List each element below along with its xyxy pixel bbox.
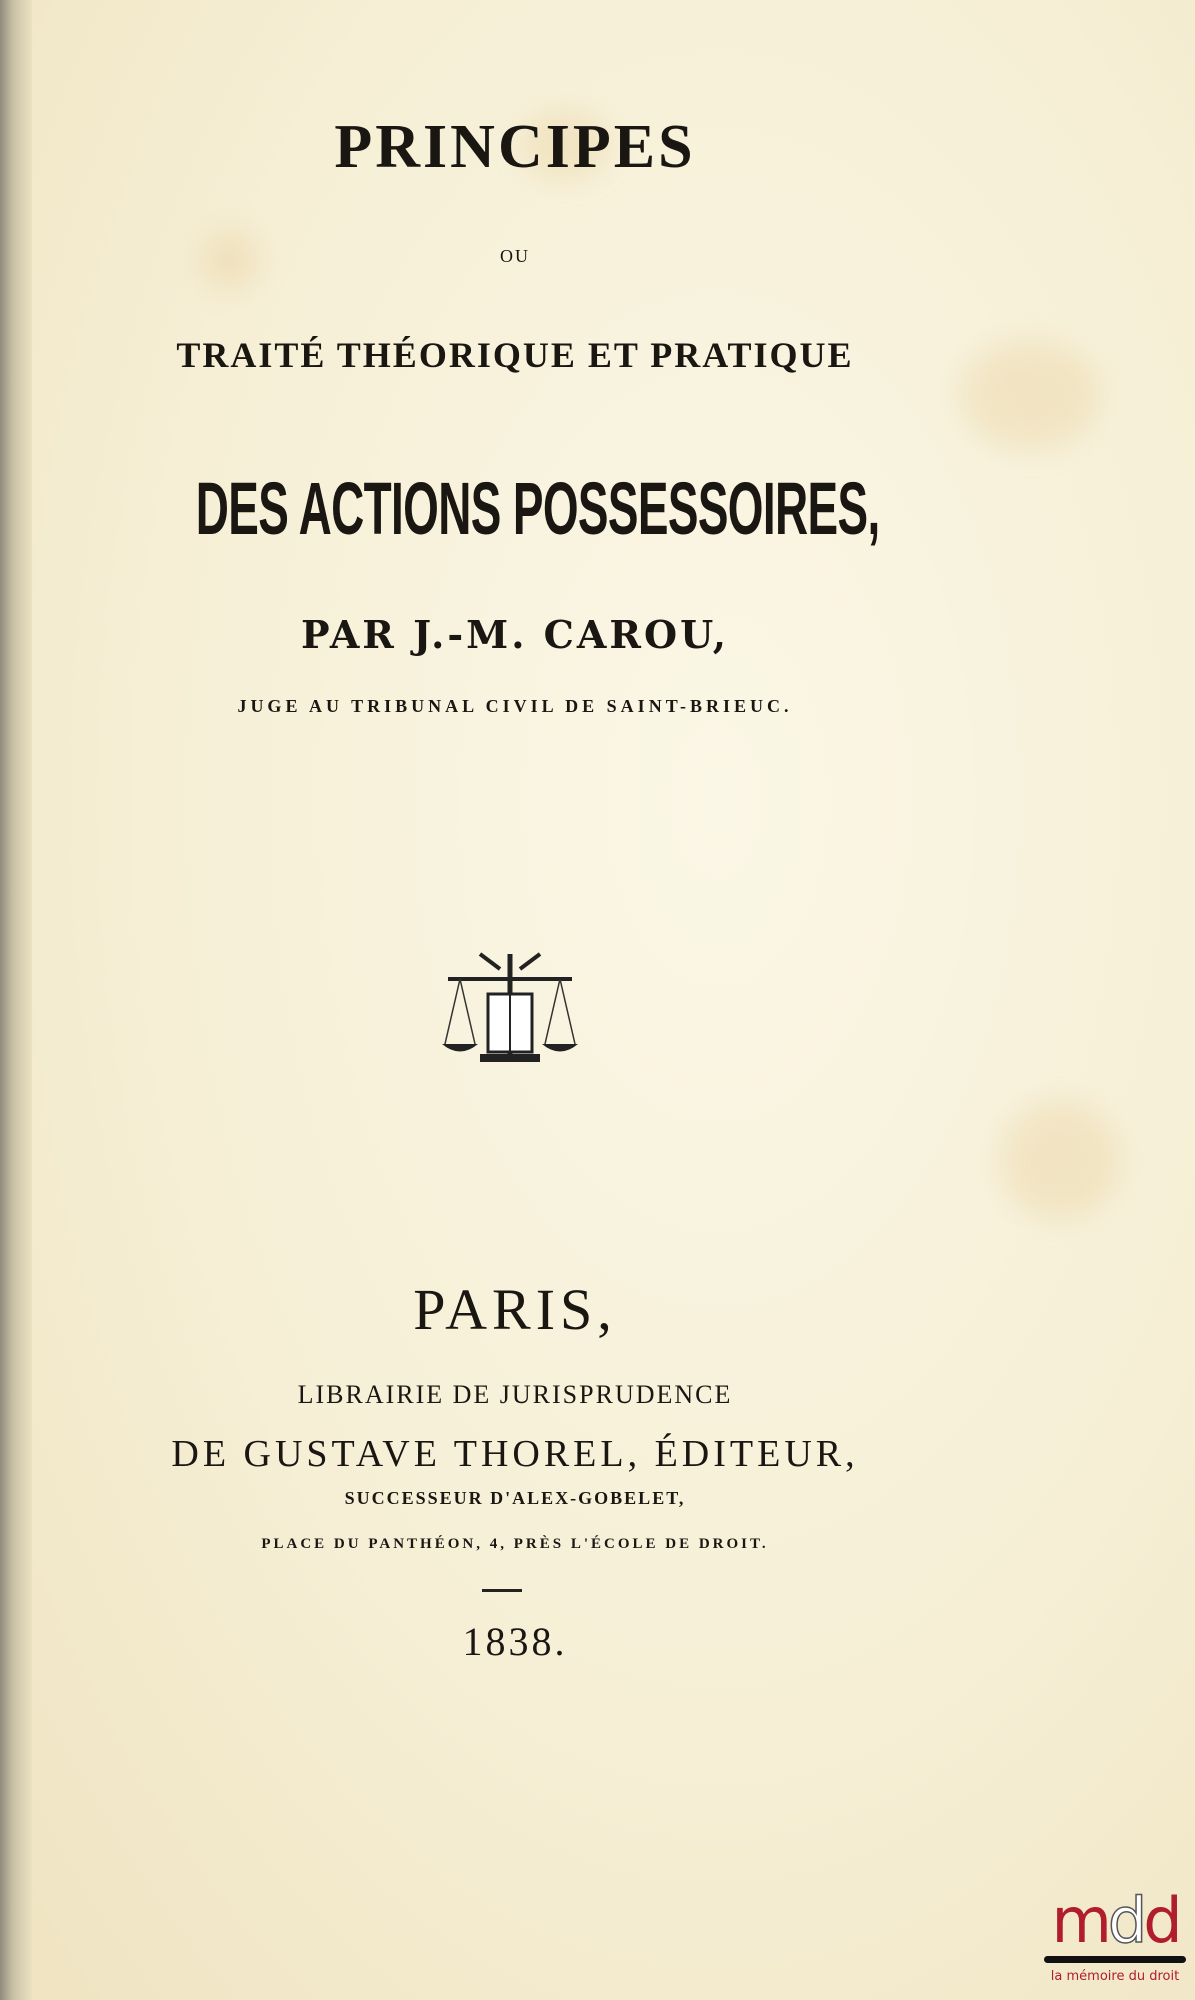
publisher-line-2: DE GUSTAVE THOREL, ÉDITEUR, (171, 1433, 859, 1475)
divider-rule (482, 1589, 522, 1592)
author-name: PAR J.-M. CAROU, (301, 612, 729, 657)
book-spine-edge (0, 0, 32, 2000)
publisher-line-3: SUCCESSEUR D'ALEX-GOBELET, (344, 1488, 686, 1508)
book-subtitle: TRAITÉ THÉORIQUE ET PRATIQUE (176, 335, 854, 375)
foxing-stain (1000, 1100, 1120, 1220)
publisher-address: PLACE DU PANTHÉON, 4, PRÈS L'ÉCOLE DE DROIT. (261, 1536, 769, 1552)
author-title: JUGE AU TRIBUNAL CIVIL DE SAINT-BRIEUC. (237, 696, 793, 716)
publication-year: 1838. (462, 1619, 568, 1664)
publisher-line-1: LIBRAIRIE DE JURISPRUDENCE (297, 1380, 733, 1409)
justice-scales-emblem-icon (440, 944, 580, 1072)
logo-tagline: la mémoire du droit (1050, 1969, 1180, 1984)
publication-city: PARIS, (413, 1277, 617, 1342)
book-title: PRINCIPES (334, 113, 696, 181)
mdd-logo: mdd la mémoire du droit (1040, 1890, 1190, 1998)
book-subject: DES ACTIONS POSSESSOIRES, (195, 467, 880, 550)
title-conjunction: OU (500, 246, 530, 266)
